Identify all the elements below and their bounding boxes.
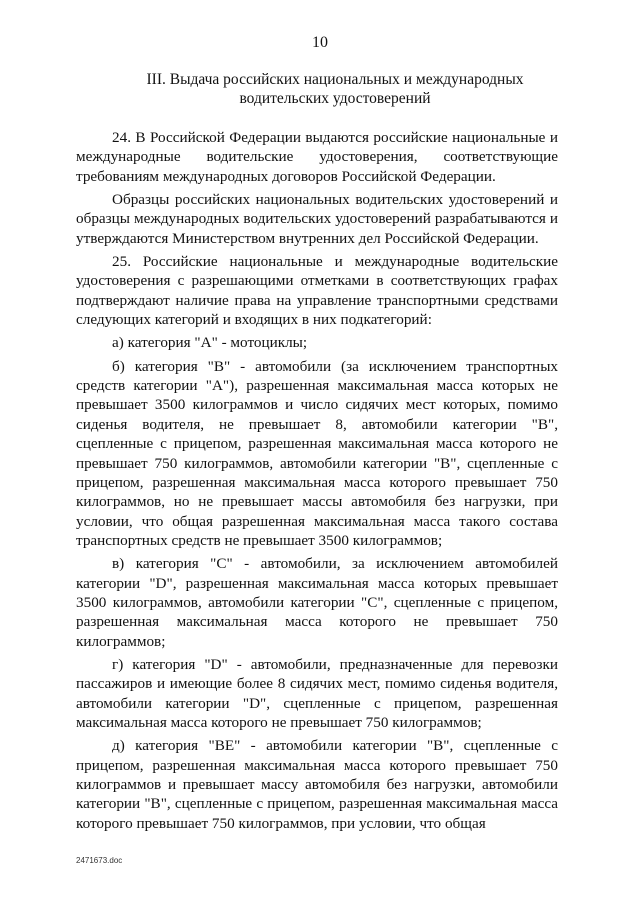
item-g: г) категория "D" - автомобили, предназначенные для перевозки пассажиров и имеющие более 8 сидячих мест, помимо сиденья водителя, автомобили категории "D", сцепленные с прицепом, разрешенная максимальная масса которого не превышает 750 килограммов; <box>76 655 558 731</box>
document-body <box>76 128 558 833</box>
paragraph-24: 24. В Российской Федерации выдаются российские национальные и международные водительские удостоверения, соответствующие требованиям международных договоров Российской Федерации. <box>76 129 558 185</box>
paragraph-25: 25. Российские национальные и международные водительские удостоверения с разрешающими отметками в соответствующих графах подтверждают наличие права на управление транспортными средствами следующих категорий и входящих в них подкатегорий: <box>76 253 558 329</box>
paragraph-samples: Образцы российских национальных водительских удостоверений и образцы международных водительских удостоверений разрабатываются и утверждаются Министерством внутренних дел Российской Федерации. <box>76 191 558 247</box>
section-heading: III. Выдача российских национальных и международных водительских удостоверений <box>146 71 524 107</box>
item-b: б) категория "B" - автомобили (за исключением транспортных средств категории "A"), разрешенная максимальная масса которых не превышает 3500 килограммов и число сидячих мест которых, помимо сиденья водителя, не превышает 8, автомобили категории "B", сцепленные с прицепом, разрешенная максимальная масса которого не превышает 750 килограммов, автомобили категории "B", сцепленные с прицепом, разрешенная максимальная масса которого превышает 750 килограммов, но не превышает массы автомобиля без нагрузки, при условии, что общая разрешенная максимальная масса такого состава транспортных средств не превышает 3500 килограммов; <box>76 357 558 549</box>
page-number: 10 <box>312 34 328 51</box>
footer-document-code: 2471673.doc <box>76 856 123 865</box>
item-d: д) категория "BE" - автомобили категории "B", сцепленные с прицепом, разрешенная максимальная масса которого превышает 750 килограммов и превышает массу автомобиля без нагрузки, автомобили категории "B", сцепленные с прицепом, разрешенная максимальная масса которого превышает 750 килограммов, при условии, что общая <box>76 737 558 832</box>
item-a: а) категория "A" - мотоциклы; <box>112 334 308 352</box>
item-v: в) категория "C" - автомобили, за исключением автомобилей категории "D", разрешенная максимальная масса которых превышает 3500 килограммов, автомобили категории "C", сцепленные с прицепом, разрешенная максимальная масса которого не превышает 750 килограммов; <box>76 555 558 650</box>
